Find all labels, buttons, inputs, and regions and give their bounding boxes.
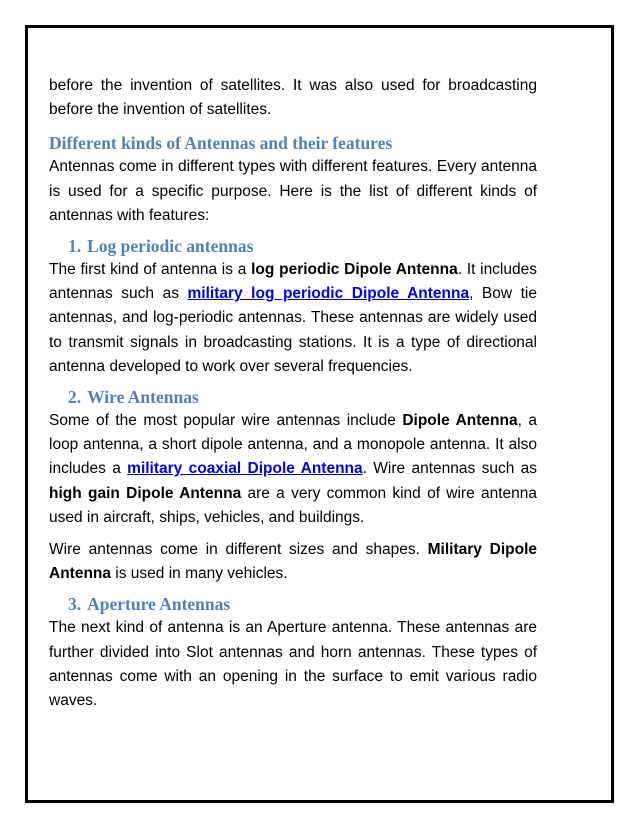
- aperture-paragraph: The next kind of antenna is an Aperture antenna. These antennas are further divided into Slot antennas and horn antennas. These types of antennas come with an opening in the surface to emit various radio waves.: [49, 619, 537, 710]
- text-run: is used in many vehicles.: [111, 565, 288, 583]
- list-number: 1.: [68, 236, 82, 257]
- text-run: . Wire antennas such as: [362, 460, 538, 478]
- log-periodic-paragraph: [49, 258, 537, 379]
- heading-log-periodic: [49, 234, 537, 258]
- text-run: Wire antennas come in different sizes and shapes.: [49, 541, 428, 559]
- kinds-paragraph: Antennas come in different types with different features. Every antenna is used for a specific purpose. Here is the list of different kinds of antennas with features:: [49, 158, 537, 224]
- wire-paragraph-1: [49, 409, 537, 530]
- heading-aperture-antennas: [49, 592, 537, 616]
- text-run: , Bow tie antennas, and log-periodic antennas. These antennas are widely used to transmit signals in broadcasting stations. It is a type of directional antenna developed to work over several frequencies.: [49, 285, 537, 375]
- text-run: . It includes antennas such as: [49, 261, 537, 303]
- heading-text: Aperture Antennas: [87, 594, 231, 615]
- military-coaxial-dipole-link[interactable]: military coaxial Dipole Antenna: [127, 460, 363, 478]
- heading-text: Wire Antennas: [87, 387, 199, 408]
- text-run: are a very common kind of wire antenna used in aircraft, ships, vehicles, and buildings.: [49, 484, 538, 526]
- heading-wire-antennas: [49, 385, 537, 409]
- section-heading-kinds: Different kinds of Antennas and their features: [49, 133, 393, 154]
- bold-term: high gain Dipole Antenna: [49, 484, 242, 502]
- bold-term: Military Dipole Antenna: [49, 541, 537, 583]
- bold-term: log periodic Dipole Antenna: [251, 261, 458, 279]
- document-body: [49, 48, 537, 713]
- intro-paragraph: before the invention of satellites. It was also used for broadcasting before the invention of satellites.: [49, 77, 537, 119]
- list-number: 2.: [68, 387, 82, 408]
- text-run: The first kind of antenna is a: [49, 261, 252, 279]
- military-log-periodic-dipole-link[interactable]: military log periodic Dipole Antenna: [187, 285, 470, 303]
- bold-term: Dipole Antenna: [402, 412, 518, 430]
- text-run: , a loop antenna, a short dipole antenna, and a monopole antenna. It also includes a: [49, 412, 537, 478]
- list-number: 3.: [68, 594, 82, 615]
- text-run: Some of the most popular wire antennas include: [49, 412, 403, 430]
- wire-paragraph-2: [49, 538, 537, 586]
- heading-text: Log periodic antennas: [87, 236, 254, 257]
